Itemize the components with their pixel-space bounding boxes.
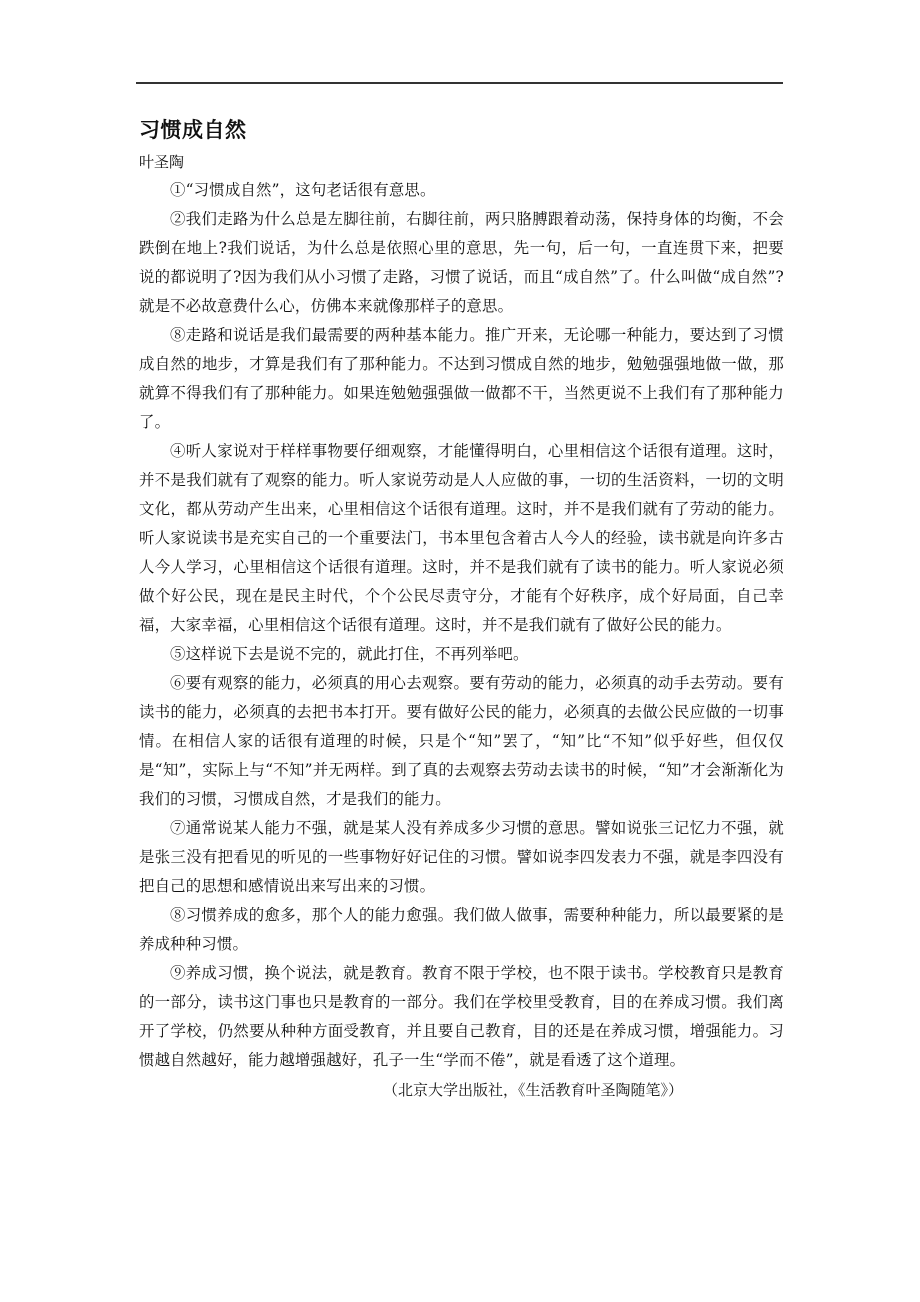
header-rule bbox=[136, 82, 783, 84]
paragraph-2: ②我们走路为什么总是左脚往前，右脚往前，两只胳膊跟着动荡，保持身体的均衡，不会跌倒在地上?我们说话，为什么总是依照心里的意思，先一句，后一句，一直连贯下来，把要说的都说明了?因为我们从小习惯了走路，习惯了说话，而且“成自然”了。什么叫做“成自然”?就是不必故意费什么心，仿佛本来就像那样子的意思。 bbox=[139, 210, 784, 315]
paragraph-5: ⑤这样说下去是说不完的，就此打住，不再列举吧。 bbox=[170, 645, 529, 663]
paragraph-4: ④听人家说对于样样事物要仔细观察，才能懂得明白，心里相信这个话很有道理。这时，并不是我们就有了观察的能力。听人家说劳动是人人应做的事，一切的生活资料，一切的文明文化，都从劳动产生出来，心里相信这个话很有道理。这时，并不是我们就有了劳动的能力。听人家说读书是充实自己的一个重要法门，书本里包含着古人今人的经验，读书就是向许多古人今人学习，心里相信这个话很有道理。这时，并不是我们就有了读书的能力。听人家说必须做个好公民，现在是民主时代，个个公民尽责守分，才能有个好秩序，成个好局面，自己幸福，大家幸福，心里相信这个话很有道理。这时，并不是我们就有了做好公民的能力。 bbox=[139, 442, 784, 634]
source-citation: （北京大学出版社，《生活教育叶圣陶随笔》） bbox=[383, 1081, 684, 1099]
paragraph-7: ⑦通常说某人能力不强，就是某人没有养成多少习惯的意思。譬如说张三记忆力不强，就是张三没有把看见的听见的一些事物好好记住的习惯。譬如说李四发表力不强，就是李四没有把自己的思想和感情说出来写出来的习惯。 bbox=[139, 819, 784, 895]
article-body bbox=[139, 112, 784, 1105]
paragraph-1: ①“习惯成自然”，这句老话很有意思。 bbox=[170, 181, 436, 199]
article-author: 叶圣陶 bbox=[139, 153, 185, 171]
paragraph-3: ⑧走路和说话是我们最需要的两种基本能力。推广开来，无论哪一种能力，要达到了习惯成自然的地步，才算是我们有了那种能力。不达到习惯成自然的地步，勉勉强强地做一做，那就算不得我们有了那种能力。如果连勉勉强强做一做都不干，当然更说不上我们有了那种能力了。 bbox=[139, 326, 784, 431]
paragraph-6: ⑥要有观察的能力，必须真的用心去观察。要有劳动的能力，必须真的动手去劳动。要有读书的能力，必须真的去把书本打开。要有做好公民的能力，必须真的去做公民应做的一切事情。在相信人家的话很有道理的时候，只是个“知”罢了，“知”比“不知”似乎好些，但仅仅是“知”，实际上与“不知”并无两样。到了真的去观察去劳动去读书的时候，“知”才会渐渐化为我们的习惯，习惯成自然，才是我们的能力。 bbox=[139, 674, 784, 808]
paragraph-8: ⑧习惯养成的愈多，那个人的能力愈强。我们做人做事，需要种种能力，所以最要紧的是养成种种习惯。 bbox=[139, 906, 784, 953]
paragraph-9: ⑨养成习惯，换个说法，就是教育。教育不限于学校，也不限于读书。学校教育只是教育的一部分，读书这门事也只是教育的一部分。我们在学校里受教育，目的在养成习惯。我们离开了学校，仍然要从种种方面受教育，并且要自己教育，目的还是在养成习惯，增强能力。习惯越自然越好，能力越增强越好，孔子一生“学而不倦”，就是看透了这个道理。 bbox=[139, 964, 784, 1069]
article-title: 习惯成自然 bbox=[139, 118, 247, 142]
